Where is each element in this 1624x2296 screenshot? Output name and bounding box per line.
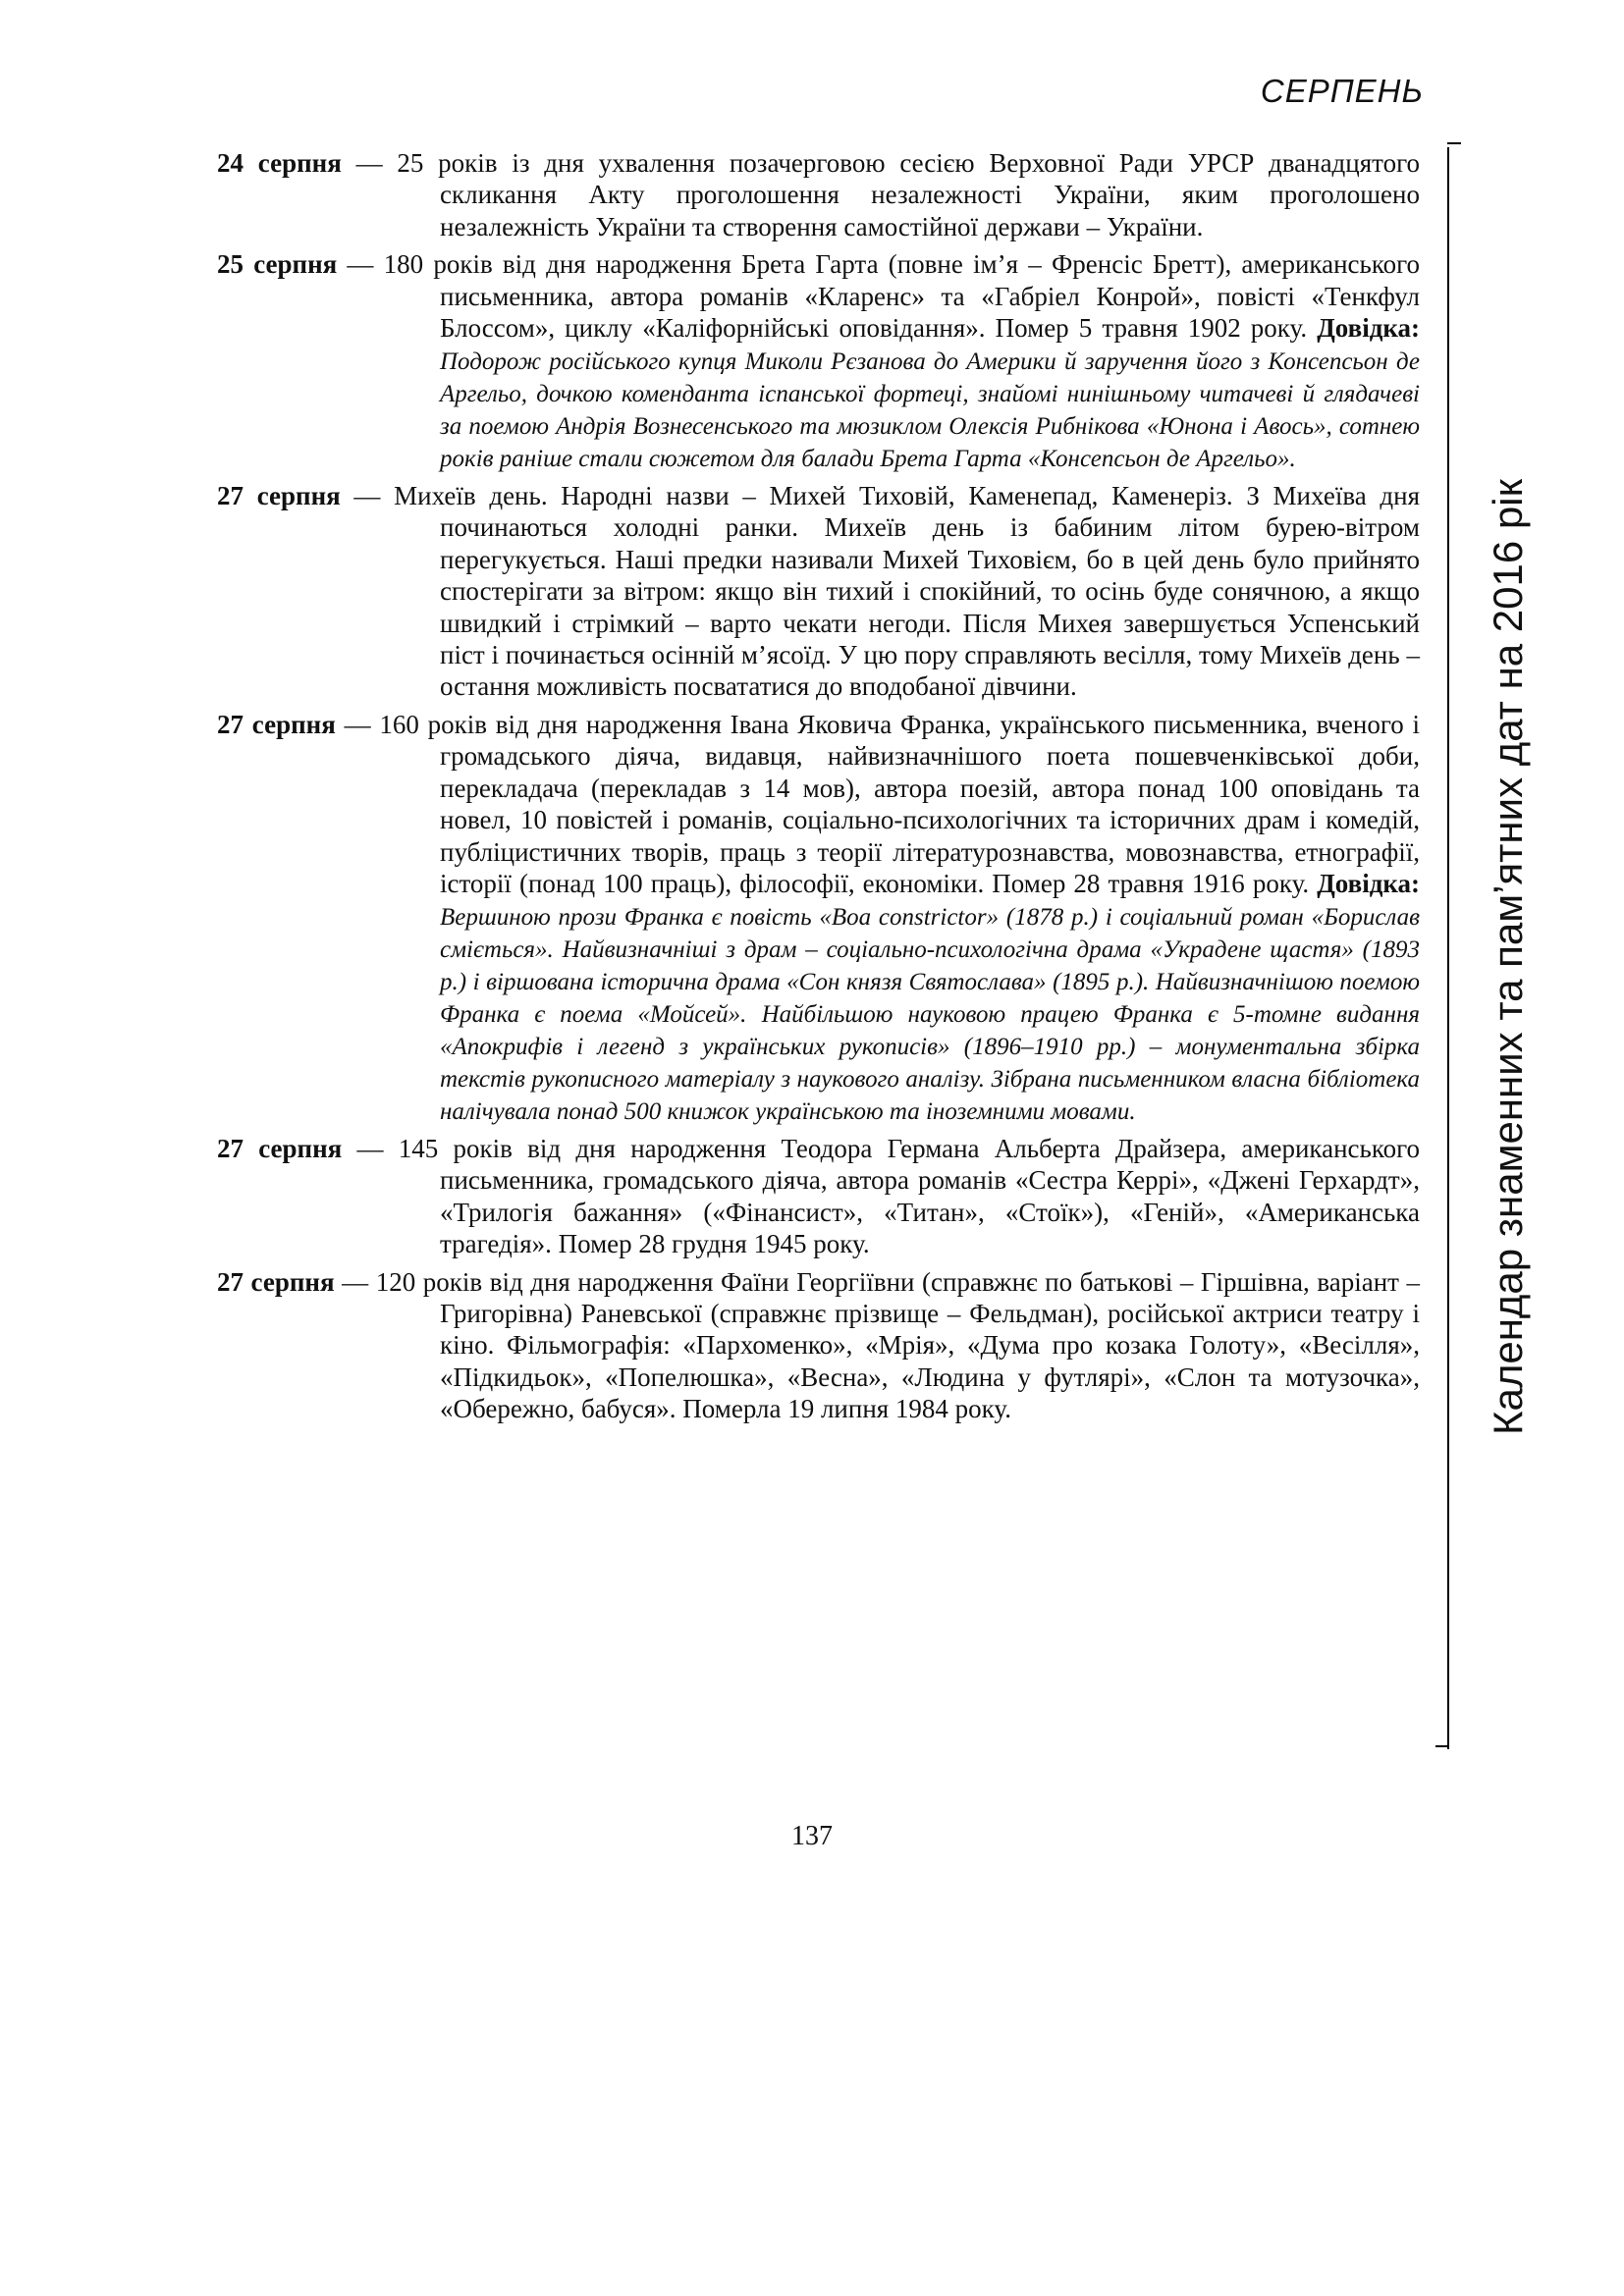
- entry-faina-ranevskaya: [217, 1266, 1420, 1425]
- entry-independence-act: [217, 147, 1420, 242]
- entry-dash: —: [341, 148, 398, 178]
- entry-text: 25 років із дня ухвалення позачерговою сесією Верховної Ради УРСР дванадцятого скликання Акту проголошення незалежності України, яким проголошено незалежність України та створення самостійної держави – України.: [397, 148, 1420, 241]
- entry-date: 27 серпня: [217, 481, 341, 511]
- side-rule-bottom-tick: [1435, 1745, 1449, 1747]
- entry-ivan-franko: [217, 709, 1420, 1127]
- reference-label: Довідка:: [1317, 868, 1420, 898]
- calendar-entries: [217, 147, 1420, 1431]
- entry-text: 160 років від дня народження Івана Яковича Франка, українського письменника, вченого і громадського діяча, видавця, найвизначнішого поета пошевченківської доби, перекладача (перекладав з 14 мов), автора поезій, автора понад 100 оповідань та новел, 10 повістей і романів, соціально-психологічних та історичних драм і комедій, публіцистичних творів, праць з теорії літературознавства, мовознавства, етнографії, історії (понад 100 праць), філософії, економіки. Помер 28 травня 1916 року.: [379, 709, 1420, 898]
- entry-text: 145 років від дня народження Теодора Германа Альберта Драйзера, американського письменника, громадського діяча, автора романів «Сестра Керрі», «Джені Герхардт», «Трилогія бажання» («Фінансист», «Титан», «Стоїк»), «Геній», «Американська трагедія». Помер 28 грудня 1945 року.: [398, 1133, 1420, 1259]
- entry-bret-harte: [217, 248, 1420, 474]
- entry-text: 120 років від дня народження Фаїни Георгіївни (справжнє по батькові – Гіршівна, варіант – Григорівна) Раневської (справжнє прізвище – Фельдман), російської актриси театру і кіно. Фільмографія: «Пархоменко», «Мрія», «Дума про козака Голоту», «Весілля», «Підкидьок», «Попелюшка», «Весна», «Людина у футлярі», «Слон та мотузочка», «Обережно, бабуся». Померла 19 липня 1984 року.: [375, 1266, 1420, 1424]
- entry-dash: —: [340, 481, 395, 511]
- entry-date: 27 серпня: [217, 1133, 343, 1163]
- entry-text: Михеїв день. Народні назви – Михей Тиховій, Каменепад, Каменеріз. З Михеїва дня починаються холодні ранки. Михеїв день із бабиним літом бурею-вітром перегукується. Наші предки називали Михей Тиховієм, бо в цей день було прийнято спостерігати за вітром: якщо він тихий і спокійний, то осінь буде сонячною, а якщо швидкий і стрімкий – варто чекати негоди. Після Михея завершується Успенський піст і починається осінній м’ясоїд. У цю пору справляють весілля, тому Михеїв день – остання можливість посвататися до вподобаної дівчини.: [394, 481, 1420, 702]
- entry-date: 27 серпня: [217, 709, 336, 739]
- entry-dash: —: [337, 249, 384, 280]
- entry-theodore-dreiser: [217, 1133, 1420, 1260]
- page-number: 137: [791, 1821, 833, 1851]
- entry-date: 25 серпня: [217, 249, 338, 280]
- side-rule: [1447, 147, 1449, 1749]
- reference-note: Подорож російського купця Миколи Рєзанова до Америки й заручення його з Консепсьон де Аргельо, дочкою коменданта іспанської фортеці, знайомі нинішньому читачеві й глядачеві за поемою Андрія Вознесенського та мюзиклом Олексія Рибнікова «Юнона і Авось», сотнею років раніше стали сюжетом для балади Брета Гарта «Консепсьон де Аргельо».: [440, 348, 1420, 473]
- reference-note: Вершиною прози Франка є повість «Boa constrictor» (1878 р.) і соціальний роман «Борислав сміється». Найвизначніші з драм – соціально-психологічна драма «Украдене щастя» (1893 р.) і віршована історична драма «Сон князя Святослава» (1895 р.). Найвизначнішою поемою Франка є поема «Мойсей». Найбільшою науковою працею Франка є 5-томне видання «Апокрифів і легенд з українських рукописів» (1896–1910 рр.) – монументальна збірка текстів рукописного матеріалу з наукового аналізу. Зібрана письменником власна бібліотека налічувала понад 500 книжок українською та іноземними мовами.: [440, 903, 1420, 1125]
- entry-text: 180 років від дня народження Брета Гарта (повне ім’я – Френсіс Бретт), американського письменника, автора романів «Кларенс» та «Габріел Конрой», повісті «Тенкфул Блоссом», циклу «Каліфорнійські оповідання». Помер 5 травня 1902 року.: [383, 249, 1420, 344]
- entry-dash: —: [334, 1266, 376, 1297]
- entry-dash: —: [342, 1133, 399, 1163]
- running-header: СЕРПЕНЬ: [1260, 73, 1424, 109]
- entry-date: 24 серпня: [217, 148, 342, 178]
- entry-mykheiv-day: [217, 480, 1420, 703]
- side-rule-top-tick: [1447, 142, 1461, 144]
- entry-date: 27 серпня: [217, 1266, 335, 1297]
- side-calendar-title: Календар знаменних та пам’ятних дат на 2016 рік: [1485, 479, 1531, 1435]
- reference-label: Довідка:: [1317, 313, 1420, 344]
- entry-dash: —: [335, 709, 380, 739]
